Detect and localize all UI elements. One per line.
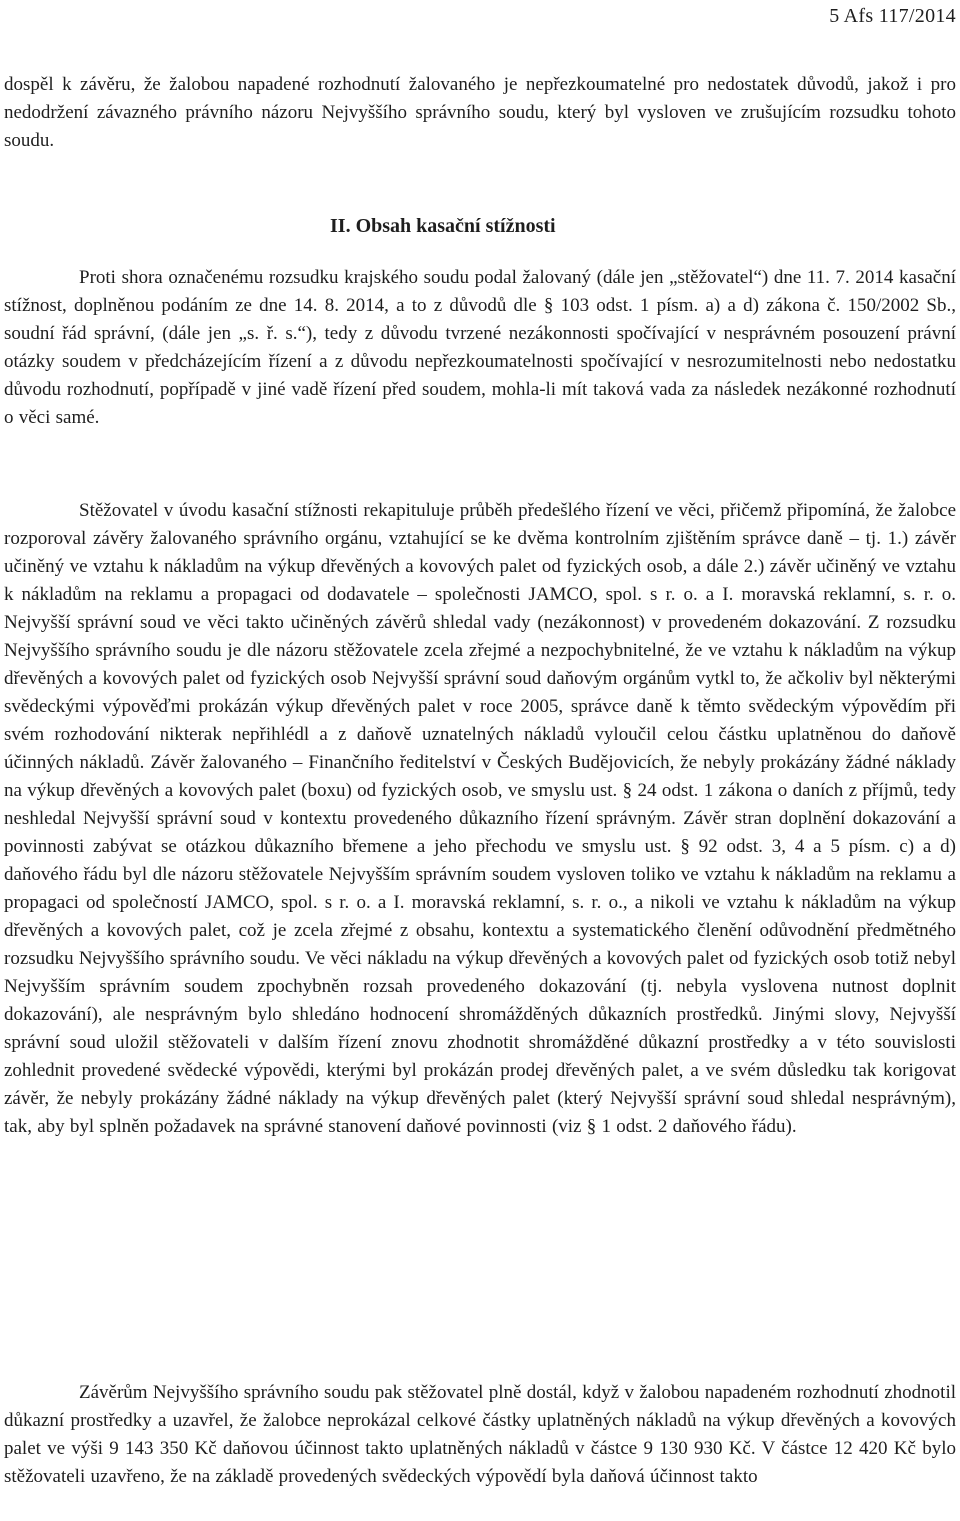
paragraph-intro: dospěl k závěru, že žalobou napadené rozhodnutí žalovaného je nepřezkoumatelné pro nedostatek důvodů, jakož i pro nedodržení závazného právního názoru Nejvyššího správního soudu, který byl vysloven ve zrušujícím rozsudku tohoto soudu. — [4, 74, 956, 151]
paragraph-conclusions: Závěrům Nejvyššího správního soudu pak stěžovatel plně dostál, když v žalobou napadeném rozhodnutí zhodnotil důkazní prostředky a uzavřel, že žalobce neprokázal celkové částky uplatněných nákladů na výkup dřevěných a kovových palet ve výši 9 143 350 Kč daňovou účinnost takto uplatněných nákladů v částce 9 130 930 Kč. V částce 12 420 Kč bylo stěžovateli uzavřeno, že na základě provedených svědeckých výpovědí byla daňová účinnost takto — [4, 1382, 956, 1487]
case-number: 5 Afs 117/2014 — [829, 5, 956, 27]
paragraph-complainant-summary: Stěžovatel v úvodu kasační stížnosti rekapituluje průběh předešlého řízení ve věci, přičemž připomíná, že žalobce rozporoval závěry žalovaného správního orgánu, vztahující se ke dvěma kontrolním zjištěním správce daně – tj. 1.) závěr učiněný ve vztahu k nákladům na výkup dřevěných a kovových palet od fyzických osob, a dále 2.) závěr učiněný ve vztahu k nákladům na reklamu a propagaci od dodavatele – společnosti JAMCO, spol. s r. o. a I. moravská reklamní, s. r. o. Nejvyšší správní soud ve věci takto učiněných závěrů shledal vady (nezákonnost) v provedeném dokazování. Z rozsudku Nejvyššího správního soudu je dle názoru stěžovatele zcela zřejmé a nezpochybnitelné, že ve vztahu k nákladům na výkup dřevěných a kovových palet od fyzických osob Nejvyšší správní soud daňovým orgánům vytkl to, že ačkoliv byl některými svědeckými výpověďmi prokázán výkup dřevěných palet v roce 2005, správce daně k těmto svědeckým výpovědím při svém rozhodování nikterak nepřihlédl a z daňově uznatelných nákladů vyloučil celou částku uplatněnou do daňově účinných nákladů. Závěr žalovaného – Finančního ředitelství v Českých Budějovicích, že nebyly prokázány žádné náklady na výkup dřevěných a kovových palet (boxu) od fyzických osob, ve smyslu ust. § 24 odst. 1 zákona o daních z příjmů, tedy neshledal Nejvyšší správní soud v kontextu provedeného důkazního řízení správným. Závěr stran doplnění dokazování a povinnosti zabývat se otázkou důkazního břemene a jeho přechodu ve smyslu ust. § 92 odst. 3, 4 a 5 písm. c) a d) daňového řádu byl dle názoru stěžovatele Nejvyšším správním soudem vysloven toliko ve vztahu k nákladům na reklamu a propagaci od společností JAMCO, spol. s r. o. a I. moravská reklamní, s. r. o., a nikoli ve vztahu k nákladům na výkup dřevěných a kovových palet, což je zcela zřejmé z obsahu, kontextu a systematického členění odůvodnění předmětného rozsudku Nejvyššího správního soudu. Ve věci nákladu na výkup dřevěných a kovových palet od fyzických osob totiž nebyl Nejvyšším správním soudem zpochybněn rozsah provedeného dokazování (tj. nebyla vyslovena nutnost doplnit dokazování), ale nesprávným bylo shledáno hodnocení shromážděných důkazních prostředků. Jinými slovy, Nejvyšší správní soud uložil stěžovateli v dalším řízení znovu zhodnotit shromážděné důkazní prostředky a v této souvislosti zohlednit provedené svědecké výpovědi, kterými byl prokázán prodej dřevěných palet, a ve svém důsledku tak korigovat závěr, že nebyly prokázány žádné náklady na výkup dřevěných palet (který Nejvyšší správní soud shledal nesprávným), tak, aby byl splněn požadavek na správné stanovení daňové povinnosti (viz § 1 odst. 2 daňového řádu). — [4, 500, 956, 1137]
paragraph-cassation-complaint: Proti shora označenému rozsudku krajského soudu podal žalovaný (dále jen „stěžovatel“) dne 11. 7. 2014 kasační stížnost, doplněnou podáním ze dne 14. 8. 2014, a to z důvodů dle § 103 odst. 1 písm. a) a d) zákona č. 150/2002 Sb., soudní řád správní, (dále jen „s. ř. s.“), tedy z důvodu tvrzené nezákonnosti spočívající v nesprávném posouzení právní otázky soudem v předcházejícím řízení a z důvodu nepřezkoumatelnosti spočívající v nesrozumitelnosti nebo nedostatku důvodu rozhodnutí, popřípadě v jiné vadě řízení před soudem, mohla-li mít taková vada za následek nezákonné rozhodnutí o věci samé. — [4, 267, 956, 428]
section-heading: II. Obsah kasační stížnosti — [330, 215, 556, 237]
